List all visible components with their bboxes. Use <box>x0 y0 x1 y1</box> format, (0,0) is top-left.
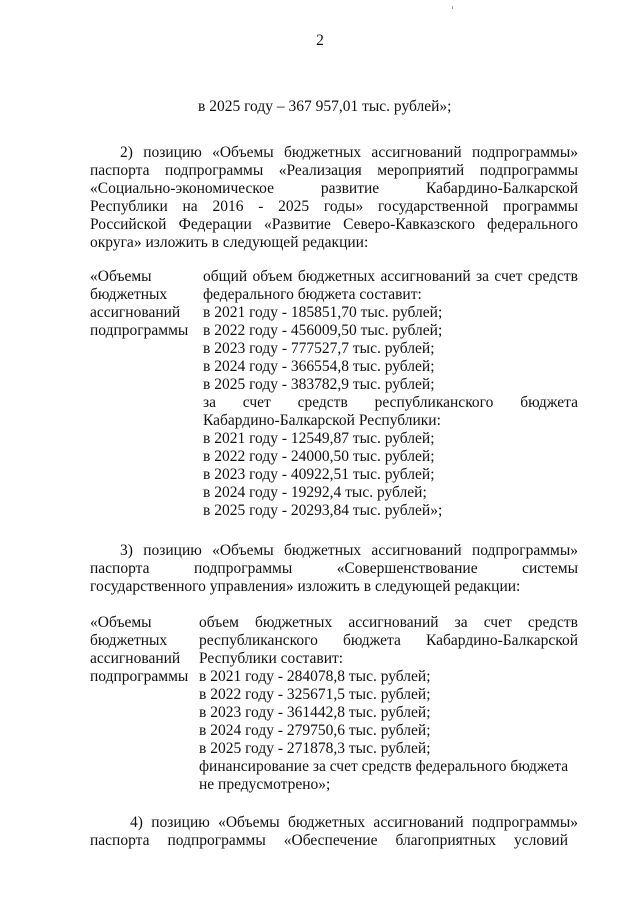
table-content-line: общий объем бюджетных ассигнований за счет средств <box>203 268 578 285</box>
paragraph-line: Республики на 2016 - 2025 годы» государственной программы <box>90 198 578 215</box>
paragraph-line: 3) позицию «Объемы бюджетных ассигнований подпрограммы» <box>120 542 578 559</box>
paragraph-line: 2) позицию «Объемы бюджетных ассигнований подпрограммы» <box>120 144 578 161</box>
table-content-line: в 2021 году - 185851,70 тыс. рублей; <box>203 304 443 321</box>
table-content-line: в 2023 году - 361442,8 тыс. рублей; <box>199 704 431 721</box>
table-content-line: федерального бюджета составит: <box>203 286 422 303</box>
table-content-line: в 2025 году - 271878,3 тыс. рублей; <box>199 740 431 757</box>
intro-line: в 2025 году – 367 957,01 тыс. рублей»; <box>198 98 452 115</box>
table-label-line: бюджетных <box>90 632 168 649</box>
table-label-line: подпрограммы <box>90 668 189 685</box>
table-content-line: за счет средств республиканского бюджета <box>203 394 578 411</box>
table-label-line: ассигнований <box>90 650 181 667</box>
table-content-line: в 2025 году - 383782,9 тыс. рублей; <box>203 376 435 393</box>
table-content-line: в 2022 году - 456009,50 тыс. рублей; <box>203 322 443 339</box>
table-content-line: не предусмотрено»; <box>199 776 331 793</box>
table-label-line: «Объемы <box>90 268 152 285</box>
table-content-line: в 2023 году - 40922,51 тыс. рублей; <box>203 466 435 483</box>
table-content-line: в 2025 году - 20293,84 тыс. рублей»; <box>203 502 443 519</box>
table-content-line: в 2024 году - 19292,4 тыс. рублей; <box>203 484 427 501</box>
paragraph-line: паспорта подпрограммы «Обеспечение благоприятных условий <box>90 832 568 849</box>
table-content-line: объем бюджетных ассигнований за счет средств <box>199 614 578 631</box>
paragraph-line: паспорта подпрограммы «Совершенствование системы <box>90 560 578 577</box>
table-content-line: в 2022 году - 325671,5 тыс. рублей; <box>199 686 431 703</box>
table-label-line: подпрограммы <box>90 322 189 339</box>
paragraph-line: паспорта подпрограммы «Реализация мероприятий подпрограммы <box>90 162 578 179</box>
table-content-line: в 2022 году - 24000,50 тыс. рублей; <box>203 448 435 465</box>
page-number: 2 <box>316 32 324 49</box>
scan-mark <box>452 6 453 9</box>
table-label-line: бюджетных <box>90 286 168 303</box>
table-content-line: в 2021 году - 12549,87 тыс. рублей; <box>203 430 435 447</box>
table-content-line: в 2021 году - 284078,8 тыс. рублей; <box>199 668 431 685</box>
paragraph-line: «Социально-экономическое развитие Кабардино-Балкарской <box>90 180 578 197</box>
table-content-line: Республики составит: <box>199 650 344 667</box>
table-label-line: «Объемы <box>90 614 152 631</box>
table-label-line: ассигнований <box>90 304 181 321</box>
table-content-line: республиканского бюджета Кабардино-Балкарской <box>199 632 578 649</box>
table-content-line: в 2023 году - 777527,7 тыс. рублей; <box>203 340 435 357</box>
table-content-line: в 2024 году - 279750,6 тыс. рублей; <box>199 722 431 739</box>
paragraph-line: округа» изложить в следующей редакции: <box>90 234 369 251</box>
table-content-line: Кабардино-Балкарской Республики: <box>203 412 441 429</box>
paragraph-line: государственного управления» изложить в следующей редакции: <box>90 578 521 595</box>
paragraph-line: Российской Федерации «Развитие Северо-Кавказского федерального <box>90 216 578 233</box>
paragraph-line: 4) позицию «Объемы бюджетных ассигнований подпрограммы» <box>130 814 578 831</box>
table-content-line: в 2024 году - 366554,8 тыс. рублей; <box>203 358 435 375</box>
table-content-line: финансирование за счет средств федерального бюджета <box>199 758 569 775</box>
